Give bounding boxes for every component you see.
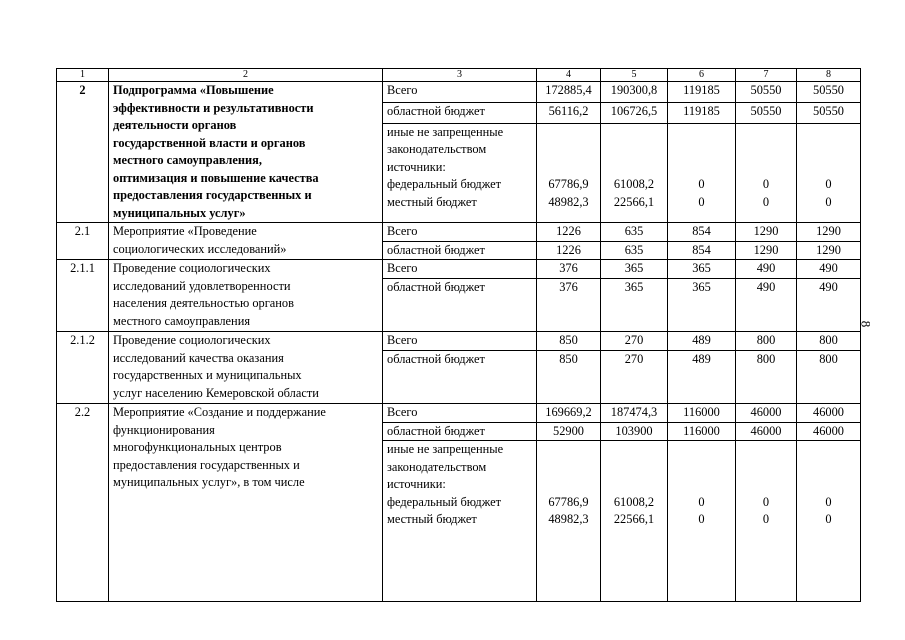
year-value: 119185 (668, 82, 736, 103)
value-line: 0 (825, 512, 832, 526)
year-value: 103900 (601, 422, 668, 441)
spacer (387, 529, 532, 601)
year-value: 365 (601, 278, 668, 332)
year-value: 1290 (736, 223, 797, 242)
table-row (57, 82, 861, 103)
value-line (603, 459, 665, 477)
funding-source-line: местный бюджет (387, 512, 477, 526)
activity-name: Проведение социологических исследований удовлетворенности населения деятельностью органов местного самоуправления (109, 260, 383, 332)
value-line (603, 159, 665, 177)
value-line (603, 441, 665, 459)
value-line (670, 124, 733, 142)
funding-source: областной бюджет (383, 278, 537, 332)
year-value: 187474,3 (601, 404, 668, 423)
year-value (736, 441, 797, 602)
year-value (601, 123, 668, 222)
funding-source-line: иные не запрещенные (387, 124, 504, 139)
year-value: 116000 (668, 422, 736, 441)
value-line (738, 141, 794, 159)
page-number: 8 (858, 320, 874, 328)
value-line (539, 459, 598, 477)
funding-source-line: местный бюджет (387, 194, 477, 209)
column-number: 1 (57, 69, 109, 82)
year-value: 376 (537, 260, 601, 279)
year-value: 46000 (797, 422, 861, 441)
value-line (603, 141, 665, 159)
year-value: 635 (601, 223, 668, 242)
value-line (670, 441, 733, 459)
year-value: 106726,5 (601, 102, 668, 123)
value-line (799, 159, 858, 177)
funding-source-line: законодательством (387, 459, 487, 474)
value-line (670, 141, 733, 159)
value-line: 0 (825, 194, 832, 209)
value-line: 22566,1 (613, 512, 655, 526)
table-row (57, 223, 861, 242)
year-value: 270 (601, 332, 668, 351)
row-number: 2.1.1 (57, 260, 109, 332)
year-value: 850 (537, 332, 601, 351)
value-line (539, 159, 598, 177)
column-number: 6 (668, 69, 736, 82)
year-value: 1290 (736, 241, 797, 260)
row-number: 2.1.2 (57, 332, 109, 404)
value-line: 0 (698, 177, 705, 192)
funding-source: областной бюджет (383, 422, 537, 441)
value-line: 61008,2 (613, 494, 655, 509)
funding-source: Всего (383, 260, 537, 279)
year-value: 46000 (736, 404, 797, 423)
row-number: 2 (57, 82, 109, 223)
year-value: 854 (668, 241, 736, 260)
value-line: 67786,9 (548, 494, 589, 509)
year-value: 172885,4 (537, 82, 601, 103)
value-line: 0 (762, 512, 770, 526)
year-value: 489 (668, 332, 736, 351)
year-value: 490 (797, 278, 861, 332)
funding-source: областной бюджет (383, 102, 537, 123)
funding-source: Всего (383, 223, 537, 242)
year-value: 635 (601, 241, 668, 260)
value-line (799, 459, 858, 477)
column-number: 3 (383, 69, 537, 82)
year-value: 116000 (668, 404, 736, 423)
year-value: 50550 (736, 102, 797, 123)
year-value (668, 441, 736, 602)
value-line (539, 141, 598, 159)
column-number: 5 (601, 69, 668, 82)
year-value (736, 123, 797, 222)
value-line (539, 441, 598, 459)
table-row (57, 404, 861, 423)
year-value: 489 (668, 350, 736, 404)
year-value: 190300,8 (601, 82, 668, 103)
year-value: 490 (736, 278, 797, 332)
year-value (601, 441, 668, 602)
year-value: 376 (537, 278, 601, 332)
activity-name: Проведение социологических исследований качества оказания государственных и муниципальных услуг населению Кемеровской области (109, 332, 383, 404)
funding-source-line: федеральный бюджет (387, 177, 502, 192)
year-value: 800 (736, 332, 797, 351)
year-value: 800 (797, 332, 861, 351)
table-row (57, 332, 861, 351)
year-value: 800 (736, 350, 797, 404)
value-line: 0 (762, 494, 770, 509)
year-value: 56116,2 (537, 102, 601, 123)
value-line (799, 124, 858, 142)
year-value (797, 123, 861, 222)
year-value: 50550 (797, 102, 861, 123)
value-line: 0 (698, 194, 705, 209)
year-value: 365 (601, 260, 668, 279)
funding-source-line: источники: (387, 477, 446, 491)
year-value: 850 (537, 350, 601, 404)
funding-source: областной бюджет (383, 350, 537, 404)
value-line (799, 441, 858, 459)
funding-source: Всего (383, 82, 537, 103)
year-value: 490 (736, 260, 797, 279)
year-value: 365 (668, 260, 736, 279)
year-value: 1290 (797, 223, 861, 242)
column-number: 8 (797, 69, 861, 82)
column-number: 2 (109, 69, 383, 82)
value-line (670, 459, 733, 477)
table-row (57, 260, 861, 279)
activity-name: Мероприятие «Проведение социологических исследований» (109, 223, 383, 260)
value-line: 0 (825, 177, 832, 192)
value-line: 22566,1 (613, 194, 655, 209)
year-value: 50550 (736, 82, 797, 103)
value-line (738, 124, 794, 142)
year-value: 1226 (537, 223, 601, 242)
year-value: 169669,2 (537, 404, 601, 423)
value-line: 48982,3 (548, 512, 589, 526)
year-value: 1290 (797, 241, 861, 260)
year-value: 46000 (736, 422, 797, 441)
funding-source-line: законодательством (387, 142, 487, 157)
funding-source (383, 441, 537, 602)
value-line: 61008,2 (613, 177, 655, 192)
activity-name: Подпрограмма «Повышение эффективности и результативности деятельности органов государственной власти и органов местного самоуправления, оптимизация и повышение качества предоставления государственных и муниципальных услуг» (109, 82, 383, 223)
row-number: 2.2 (57, 404, 109, 602)
value-line: 0 (698, 494, 705, 509)
column-number-row (57, 69, 861, 82)
year-value (537, 123, 601, 222)
funding-source-line: источники: (387, 159, 446, 174)
value-line: 0 (698, 512, 705, 526)
funding-source-line: федеральный бюджет (387, 494, 502, 509)
year-value (797, 441, 861, 602)
value-line (738, 441, 794, 459)
value-line: 0 (825, 494, 832, 509)
year-value (668, 123, 736, 222)
activity-name: Мероприятие «Создание и поддержание функционирования многофункциональных центров предоставления государственных и муниципальных услуг», в том числе (109, 404, 383, 602)
year-value (537, 441, 601, 602)
year-value: 1226 (537, 241, 601, 260)
value-line (670, 476, 733, 494)
year-value: 854 (668, 223, 736, 242)
funding-source: областной бюджет (383, 241, 537, 260)
value-line (799, 141, 858, 159)
column-number: 7 (736, 69, 797, 82)
year-value: 490 (797, 260, 861, 279)
value-line: 67786,9 (548, 177, 589, 192)
value-line (539, 476, 598, 494)
value-line (738, 459, 794, 477)
value-line (738, 476, 794, 494)
value-line (539, 124, 598, 142)
year-value: 119185 (668, 102, 736, 123)
value-line (603, 124, 665, 142)
year-value: 800 (797, 350, 861, 404)
year-value: 365 (668, 278, 736, 332)
value-line: 0 (762, 177, 770, 192)
funding-source-line: иные не запрещенные (387, 442, 504, 456)
value-line (738, 159, 794, 177)
value-line: 0 (762, 194, 770, 209)
value-line (603, 476, 665, 494)
funding-source: Всего (383, 404, 537, 423)
funding-source: Всего (383, 332, 537, 351)
row-number: 2.1 (57, 223, 109, 260)
year-value: 50550 (797, 82, 861, 103)
year-value: 52900 (537, 422, 601, 441)
year-value: 270 (601, 350, 668, 404)
budget-table (56, 68, 861, 602)
funding-source (383, 123, 537, 222)
value-line (799, 476, 858, 494)
value-line (670, 159, 733, 177)
year-value: 46000 (797, 404, 861, 423)
value-line: 48982,3 (548, 194, 589, 209)
column-number: 4 (537, 69, 601, 82)
